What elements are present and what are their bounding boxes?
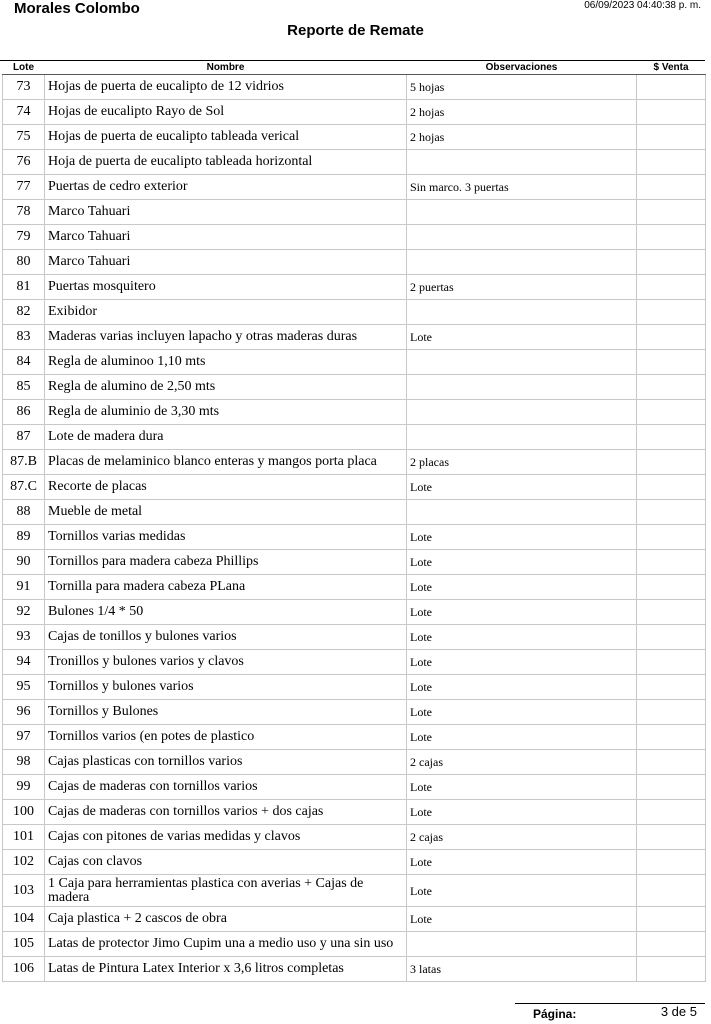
venta-cell	[637, 225, 706, 250]
venta-cell	[637, 400, 706, 425]
nombre-cell: Hoja de puerta de eucalipto tableada horizontal	[45, 150, 407, 175]
report-datetime: 06/09/2023 04:40:38 p. m.	[584, 0, 701, 11]
observaciones-cell	[407, 375, 637, 400]
nombre-cell: Caja plastica + 2 cascos de obra	[45, 907, 407, 932]
nombre-cell: Tornillos varios (en potes de plastico	[45, 725, 407, 750]
venta-cell	[637, 500, 706, 525]
venta-cell	[637, 800, 706, 825]
venta-cell	[637, 275, 706, 300]
venta-cell	[637, 425, 706, 450]
venta-cell	[637, 600, 706, 625]
nombre-cell: Tornillos varias medidas	[45, 525, 407, 550]
nombre-cell: Cajas con pitones de varias medidas y clavos	[45, 825, 407, 850]
lote-cell: 96	[3, 700, 45, 725]
lote-cell: 76	[3, 150, 45, 175]
observaciones-cell: Lote	[407, 700, 637, 725]
table-row	[3, 525, 706, 550]
venta-cell	[637, 325, 706, 350]
venta-cell	[637, 932, 706, 957]
table-row	[3, 825, 706, 850]
table-row	[3, 907, 706, 932]
venta-cell	[637, 850, 706, 875]
nombre-cell: Mueble de metal	[45, 500, 407, 525]
nombre-cell: Exibidor	[45, 300, 407, 325]
lote-cell: 73	[3, 75, 45, 100]
observaciones-cell: 2 placas	[407, 450, 637, 475]
observaciones-cell: 2 cajas	[407, 825, 637, 850]
table-row	[3, 850, 706, 875]
nombre-cell: Tornilla para madera cabeza PLana	[45, 575, 407, 600]
observaciones-cell: 2 hojas	[407, 125, 637, 150]
lote-cell: 104	[3, 907, 45, 932]
table-row	[3, 350, 706, 375]
lote-cell: 102	[3, 850, 45, 875]
company-name: Morales Colombo	[14, 0, 140, 17]
venta-cell	[637, 675, 706, 700]
lote-cell: 97	[3, 725, 45, 750]
venta-cell	[637, 957, 706, 982]
nombre-cell: Regla de aluminio de 3,30 mts	[45, 400, 407, 425]
lote-cell: 105	[3, 932, 45, 957]
observaciones-cell: Lote	[407, 875, 637, 907]
table-row	[3, 275, 706, 300]
lote-cell: 106	[3, 957, 45, 982]
observaciones-cell: 2 cajas	[407, 750, 637, 775]
table-row	[3, 750, 706, 775]
lote-cell: 81	[3, 275, 45, 300]
venta-cell	[637, 100, 706, 125]
table-row	[3, 450, 706, 475]
table-row	[3, 125, 706, 150]
nombre-cell: Regla de aluminoo 1,10 mts	[45, 350, 407, 375]
lote-cell: 95	[3, 675, 45, 700]
lote-cell: 94	[3, 650, 45, 675]
table-row	[3, 325, 706, 350]
nombre-cell: Cajas de maderas con tornillos varios	[45, 775, 407, 800]
table-row	[3, 600, 706, 625]
table-body	[3, 75, 706, 982]
observaciones-cell: Lote	[407, 525, 637, 550]
venta-cell	[637, 125, 706, 150]
nombre-cell: Hojas de puerta de eucalipto de 12 vidrios	[45, 75, 407, 100]
observaciones-cell: Lote	[407, 475, 637, 500]
lote-cell: 87	[3, 425, 45, 450]
lote-cell: 103	[3, 875, 45, 907]
page-label: Página:	[533, 1007, 577, 1021]
table-header-row	[3, 62, 706, 75]
lote-cell: 86	[3, 400, 45, 425]
lote-cell: 90	[3, 550, 45, 575]
lote-cell: 84	[3, 350, 45, 375]
table-row	[3, 150, 706, 175]
nombre-cell: Puertas de cedro exterior	[45, 175, 407, 200]
venta-cell	[637, 375, 706, 400]
lote-cell: 83	[3, 325, 45, 350]
venta-cell	[637, 300, 706, 325]
lote-cell: 80	[3, 250, 45, 275]
venta-cell	[637, 700, 706, 725]
observaciones-cell	[407, 225, 637, 250]
page-number: 3 de 5	[660, 1004, 697, 1019]
table-row	[3, 775, 706, 800]
lote-cell: 87.C	[3, 475, 45, 500]
lote-cell: 88	[3, 500, 45, 525]
table-row	[3, 725, 706, 750]
nombre-cell: Maderas varias incluyen lapacho y otras maderas duras	[45, 325, 407, 350]
column-header-venta: $ Venta	[637, 62, 706, 75]
lote-cell: 89	[3, 525, 45, 550]
column-header-observaciones: Observaciones	[407, 62, 637, 75]
report-title: Reporte de Remate	[287, 22, 424, 39]
observaciones-cell	[407, 425, 637, 450]
table-row	[3, 675, 706, 700]
observaciones-cell: Lote	[407, 800, 637, 825]
lote-cell: 101	[3, 825, 45, 850]
lote-cell: 74	[3, 100, 45, 125]
table-row	[3, 100, 706, 125]
nombre-cell: Placas de melaminico blanco enteras y mangos porta placa	[45, 450, 407, 475]
nombre-cell: Hojas de puerta de eucalipto tableada verical	[45, 125, 407, 150]
venta-cell	[637, 550, 706, 575]
venta-cell	[637, 175, 706, 200]
nombre-cell: Recorte de placas	[45, 475, 407, 500]
observaciones-cell: Lote	[407, 725, 637, 750]
observaciones-cell: Lote	[407, 325, 637, 350]
observaciones-cell: 2 hojas	[407, 100, 637, 125]
nombre-cell: Marco Tahuari	[45, 250, 407, 275]
observaciones-cell: Lote	[407, 600, 637, 625]
table-row	[3, 425, 706, 450]
venta-cell	[637, 200, 706, 225]
table-row	[3, 800, 706, 825]
column-header-lote: Lote	[3, 62, 45, 75]
lote-cell: 75	[3, 125, 45, 150]
observaciones-cell: 3 latas	[407, 957, 637, 982]
header-rule	[0, 60, 705, 61]
table-row	[3, 225, 706, 250]
venta-cell	[637, 525, 706, 550]
nombre-cell: Tornillos y Bulones	[45, 700, 407, 725]
venta-cell	[637, 450, 706, 475]
observaciones-cell: Lote	[407, 775, 637, 800]
nombre-cell: Tornillos y bulones varios	[45, 675, 407, 700]
nombre-cell: Hojas de eucalipto Rayo de Sol	[45, 100, 407, 125]
lote-cell: 99	[3, 775, 45, 800]
table-row	[3, 625, 706, 650]
nombre-cell: 1 Caja para herramientas plastica con averias + Cajas de madera	[45, 875, 407, 907]
nombre-cell: Lote de madera dura	[45, 425, 407, 450]
lote-cell: 93	[3, 625, 45, 650]
venta-cell	[637, 575, 706, 600]
table-row	[3, 700, 706, 725]
venta-cell	[637, 907, 706, 932]
venta-cell	[637, 875, 706, 907]
observaciones-cell	[407, 500, 637, 525]
nombre-cell: Cajas plasticas con tornillos varios	[45, 750, 407, 775]
venta-cell	[637, 775, 706, 800]
nombre-cell: Puertas mosquitero	[45, 275, 407, 300]
nombre-cell: Regla de alumino de 2,50 mts	[45, 375, 407, 400]
table-row	[3, 75, 706, 100]
nombre-cell: Tronillos y bulones varios y clavos	[45, 650, 407, 675]
observaciones-cell	[407, 400, 637, 425]
nombre-cell: Marco Tahuari	[45, 200, 407, 225]
nombre-cell: Marco Tahuari	[45, 225, 407, 250]
lote-cell: 91	[3, 575, 45, 600]
table-row	[3, 550, 706, 575]
table-row	[3, 500, 706, 525]
observaciones-cell: 2 puertas	[407, 275, 637, 300]
venta-cell	[637, 250, 706, 275]
observaciones-cell: 5 hojas	[407, 75, 637, 100]
lote-cell: 78	[3, 200, 45, 225]
venta-cell	[637, 750, 706, 775]
table-row	[3, 475, 706, 500]
table-row	[3, 575, 706, 600]
observaciones-cell: Sin marco. 3 puertas	[407, 175, 637, 200]
lote-cell: 77	[3, 175, 45, 200]
observaciones-cell	[407, 250, 637, 275]
venta-cell	[637, 350, 706, 375]
nombre-cell: Cajas de tonillos y bulones varios	[45, 625, 407, 650]
lote-cell: 100	[3, 800, 45, 825]
lote-cell: 82	[3, 300, 45, 325]
nombre-cell: Tornillos para madera cabeza Phillips	[45, 550, 407, 575]
venta-cell	[637, 475, 706, 500]
venta-cell	[637, 725, 706, 750]
lote-cell: 92	[3, 600, 45, 625]
table-row	[3, 250, 706, 275]
observaciones-cell	[407, 200, 637, 225]
observaciones-cell: Lote	[407, 907, 637, 932]
venta-cell	[637, 650, 706, 675]
table-row	[3, 875, 706, 907]
observaciones-cell	[407, 150, 637, 175]
nombre-cell: Latas de Pintura Latex Interior x 3,6 litros completas	[45, 957, 407, 982]
table-row	[3, 400, 706, 425]
table-row	[3, 175, 706, 200]
observaciones-cell: Lote	[407, 675, 637, 700]
venta-cell	[637, 75, 706, 100]
venta-cell	[637, 150, 706, 175]
observaciones-cell: Lote	[407, 650, 637, 675]
venta-cell	[637, 825, 706, 850]
column-header-nombre: Nombre	[45, 62, 407, 75]
nombre-cell: Cajas con clavos	[45, 850, 407, 875]
nombre-cell: Bulones 1/4 * 50	[45, 600, 407, 625]
observaciones-cell: Lote	[407, 625, 637, 650]
lote-cell: 79	[3, 225, 45, 250]
nombre-cell: Latas de protector Jimo Cupim una a medio uso y una sin uso	[45, 932, 407, 957]
observaciones-cell: Lote	[407, 575, 637, 600]
lote-cell: 98	[3, 750, 45, 775]
table-row	[3, 200, 706, 225]
table-row	[3, 375, 706, 400]
observaciones-cell: Lote	[407, 850, 637, 875]
lote-cell: 87.B	[3, 450, 45, 475]
venta-cell	[637, 625, 706, 650]
table-row	[3, 932, 706, 957]
table-row	[3, 650, 706, 675]
observaciones-cell	[407, 350, 637, 375]
observaciones-cell: Lote	[407, 550, 637, 575]
nombre-cell: Cajas de maderas con tornillos varios + dos cajas	[45, 800, 407, 825]
lote-cell: 85	[3, 375, 45, 400]
observaciones-cell	[407, 300, 637, 325]
table-row	[3, 300, 706, 325]
table-row	[3, 957, 706, 982]
observaciones-cell	[407, 932, 637, 957]
lots-table	[2, 62, 706, 982]
